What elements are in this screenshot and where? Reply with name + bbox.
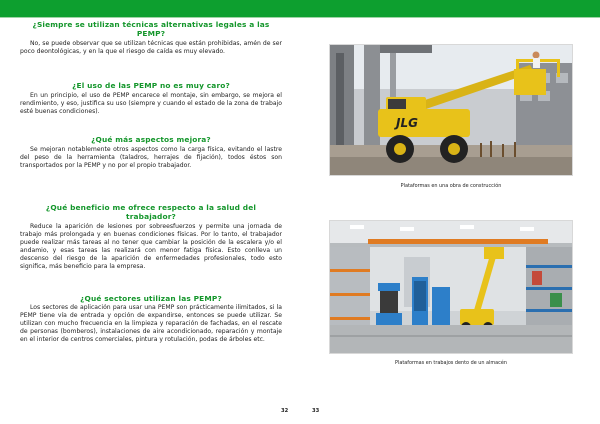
photo-caption: Plataformas en trabajos dento de un almacén <box>395 360 507 366</box>
section-title: ¿El uso de las PEMP no es muy caro? <box>72 81 230 90</box>
section-improvements <box>20 135 282 170</box>
page-number-left: 32 <box>281 408 289 414</box>
section-health <box>20 203 282 272</box>
warehouse-photo <box>329 220 573 354</box>
section-body: No, se puede observar que se utilizan técnicas que están prohibidas, amén de ser poco deontológicas, y en la que el riesgo de caída es muy elevado. <box>20 40 282 56</box>
header-bar <box>0 0 600 17</box>
section-body: Reduce la aparición de lesiones por sobreesfuerzos y permite una jornada de trabajo más prolongada y en buenas condiciones físicas. Por lo tanto, el trabajador puede realizar más tareas al no tener que cambiar la posición de la escalera y/o el andamio, y esas tareas las realizará con menor fatiga física. Esto conlleva un descenso del riesgo de la aparición de enfermedades profesionales, todo esto significa, más beneficio para la empresa. <box>20 223 282 271</box>
section-title: ¿Siempre se utilizan técnicas alternativas legales a las PEMP? <box>32 20 270 38</box>
header-divider <box>0 17 600 18</box>
section-body: En un principio, el uso de PEMP encarece el montaje, sin embargo, se mejora el rendimiento, y eso, justifica su uso (siempre y cuando el estado de la zona de trabajo esté buenas condiciones). <box>20 92 282 116</box>
construction-photo <box>329 44 573 176</box>
page-number-right: 33 <box>312 408 320 414</box>
section-title: ¿Qué más aspectos mejora? <box>91 135 211 144</box>
brand-logo: JLG <box>396 116 418 130</box>
section-cost <box>20 81 282 116</box>
section-title: ¿Qué beneficio me ofrece respecto a la salud del trabajador? <box>45 203 257 221</box>
section-body: Los sectores de aplicación para usar una PEMP son prácticamente ilimitados, si la PEMP tiene vía de entrada y opción de expandirse, entonces se puede utilizar. Se utilizan con mucho frecuencia en la limpieza y reparación de fachadas, en el rescate de personas (bomberos), instalaciones de aire acondicionado, reparación y montaje en el interior de centros comerciales, pintura y rotulación, podas de árboles etc. <box>20 304 282 344</box>
section-body: Se mejoran notablemente otros aspectos como la carga física, evitando el lastre del peso de la herramienta (taladros, herrajes de fijación), todos éstos son transportados por la PEMP y no por el propio trabajador. <box>20 146 282 170</box>
section-sectors <box>20 294 282 344</box>
section-legal-alternatives <box>20 20 282 56</box>
photo-caption: Plataformas en una obra de construcción <box>400 183 502 189</box>
section-title: ¿Qué sectores utilizan las PEMP? <box>80 294 222 303</box>
